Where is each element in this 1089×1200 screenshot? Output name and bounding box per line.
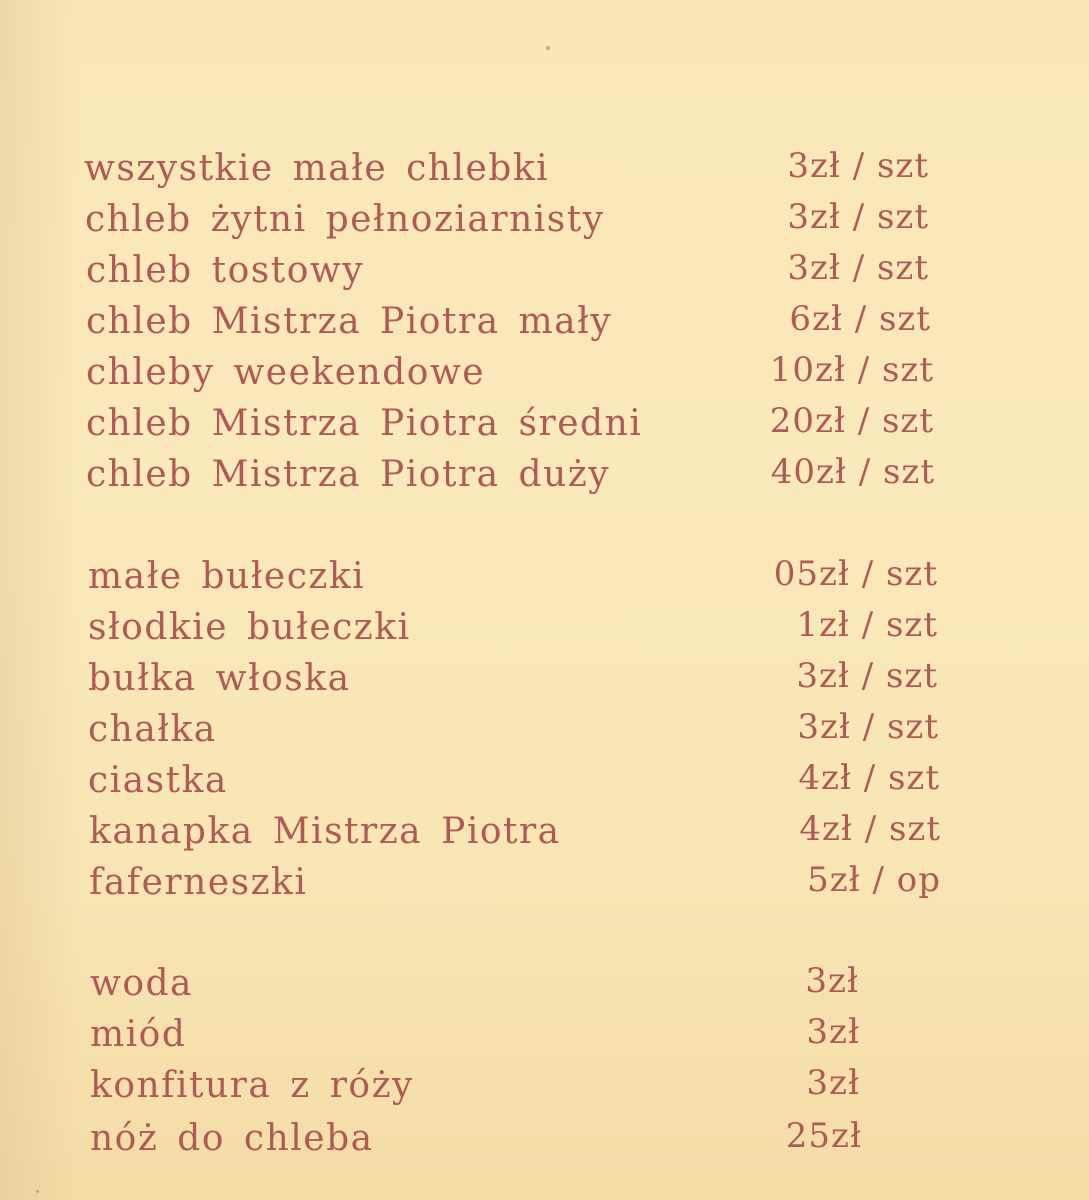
menu-item bbox=[0, 454, 1089, 508]
item-name: chleb Mistrza Piotra duży bbox=[86, 454, 611, 495]
item-price: 3zł bbox=[806, 1063, 860, 1103]
item-price: 3zł / szt bbox=[787, 146, 929, 186]
menu-item bbox=[0, 1065, 1089, 1119]
item-name: ciastka bbox=[88, 760, 228, 801]
item-name: chleb Mistrza Piotra mały bbox=[86, 301, 613, 342]
item-name: faferneszki bbox=[89, 862, 308, 903]
paper-speck bbox=[36, 1190, 39, 1193]
menu-item bbox=[0, 148, 1089, 202]
item-name: bułka włoska bbox=[88, 658, 351, 699]
menu-item bbox=[0, 760, 1089, 814]
paper-speck bbox=[546, 46, 550, 50]
item-price: 3zł / szt bbox=[797, 707, 939, 747]
menu-item bbox=[0, 709, 1089, 763]
item-price: 20zł / szt bbox=[769, 401, 934, 441]
item-name: małe bułeczki bbox=[88, 556, 366, 597]
item-price: 3zł / szt bbox=[787, 197, 929, 237]
menu-item bbox=[0, 556, 1089, 610]
item-price: 3zł bbox=[806, 1012, 860, 1052]
item-name: wszystkie małe chlebki bbox=[84, 148, 550, 189]
item-name: chleb żytni pełnoziarnisty bbox=[85, 199, 605, 240]
item-name: chleb tostowy bbox=[86, 250, 365, 291]
item-price: 4zł / szt bbox=[798, 758, 940, 798]
item-name: chałka bbox=[88, 709, 217, 750]
item-price: 4zł / szt bbox=[799, 809, 941, 849]
item-price: 5zł / op bbox=[807, 860, 941, 900]
menu-item bbox=[0, 862, 1089, 916]
item-price: 3zł / szt bbox=[787, 248, 929, 288]
item-name: chleb Mistrza Piotra średni bbox=[86, 403, 643, 444]
item-price: 05zł / szt bbox=[773, 554, 938, 594]
menu-item bbox=[0, 250, 1089, 304]
menu-item bbox=[0, 199, 1089, 253]
item-name: kanapka Mistrza Piotra bbox=[89, 811, 561, 852]
item-price: 3zł / szt bbox=[796, 656, 938, 696]
menu-item bbox=[0, 607, 1089, 661]
item-name: konfitura z róży bbox=[90, 1065, 414, 1106]
menu-item bbox=[0, 1118, 1089, 1172]
item-name: chleby weekendowe bbox=[86, 352, 486, 393]
item-name: nóż do chleba bbox=[90, 1118, 374, 1159]
item-price: 40zł / szt bbox=[770, 452, 935, 492]
menu-item bbox=[0, 963, 1089, 1017]
menu-item bbox=[0, 301, 1089, 355]
item-price: 25zł bbox=[785, 1116, 862, 1156]
item-name: słodkie bułeczki bbox=[88, 607, 411, 648]
item-price: 3zł bbox=[805, 961, 859, 1001]
item-price: 10zł / szt bbox=[769, 350, 934, 390]
item-price: 1zł / szt bbox=[796, 605, 938, 645]
item-name: woda bbox=[90, 963, 193, 1004]
menu-item bbox=[0, 1014, 1089, 1068]
menu-item bbox=[0, 811, 1089, 865]
menu-item bbox=[0, 658, 1089, 712]
menu-item bbox=[0, 352, 1089, 406]
item-name: miód bbox=[90, 1014, 187, 1055]
menu-item bbox=[0, 403, 1089, 457]
item-price: 6zł / szt bbox=[789, 299, 931, 339]
